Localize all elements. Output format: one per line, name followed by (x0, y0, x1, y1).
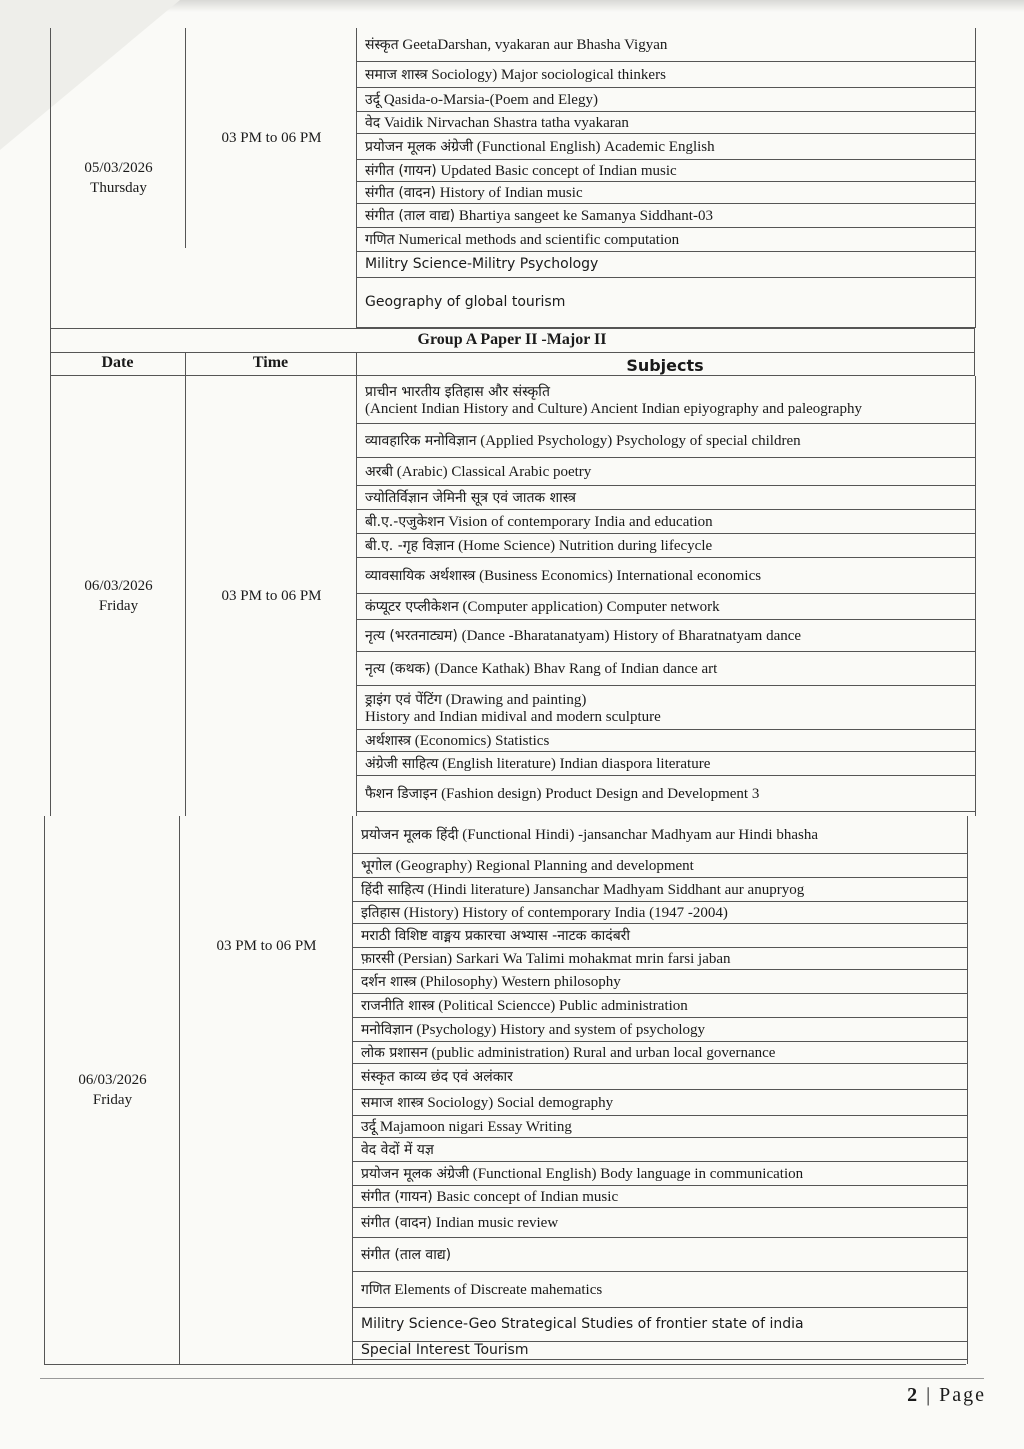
subject-hindi: संगीत (गायन) (361, 1189, 433, 1205)
subject-line (365, 137, 975, 156)
block3-subjects (352, 816, 968, 1364)
subject-english: (Computer application) Computer network (458, 599, 720, 615)
subject-english: Sociology) Major sociological thinkers (427, 67, 666, 83)
header-subjects: Subjects (626, 356, 704, 375)
block2-subjects (356, 376, 976, 816)
subject-hindi: उर्दू (365, 92, 381, 108)
subject-english: (Functional English) Body language in communication (469, 1166, 804, 1182)
subject-row (357, 534, 975, 558)
subject-row (353, 1272, 967, 1308)
subject-line (365, 206, 975, 225)
footer-rule (40, 1378, 984, 1379)
subject-row (353, 1162, 967, 1186)
subject-english: Geography of global tourism (365, 294, 566, 310)
subject-line (365, 35, 975, 54)
subject-row (353, 1186, 967, 1208)
subject-row (353, 970, 967, 994)
subject-hindi: समाज शास्त्र (361, 1095, 424, 1111)
block2-day: Friday (98, 598, 139, 614)
subject-row (357, 278, 975, 328)
subject-line (361, 996, 967, 1015)
subject-row (357, 620, 975, 652)
subject-line (361, 972, 967, 991)
subject-line (361, 1187, 967, 1206)
subject-row (353, 816, 967, 854)
block3-time-right (179, 816, 180, 1364)
subject-hindi: कंप्यूटर एप्लीकेशन (365, 599, 459, 615)
subject-line (365, 294, 975, 311)
subject-line (361, 1020, 967, 1039)
subject-hindi: संस्कृत (365, 37, 399, 53)
subject-row (353, 1308, 967, 1342)
subject-row (353, 1208, 967, 1238)
subject-english: (Geography) Regional Planning and development (391, 858, 694, 874)
subject-line (365, 536, 975, 555)
subject-english: (History) History of contemporary India (1947 -2004) (400, 905, 728, 921)
subject-row (357, 730, 975, 752)
subject-hindi: फ़ारसी (361, 951, 395, 967)
block2-time-cell (185, 376, 357, 816)
subject-line (365, 256, 975, 273)
subject-hindi: प्राचीन भारतीय इतिहास और संस्कृति (365, 383, 550, 400)
subject-english: (Fashion design) Product Design and Development 3 (437, 786, 760, 802)
subject-row (353, 1116, 967, 1138)
block3-day: Friday (92, 1092, 133, 1108)
subject-line (365, 462, 975, 481)
subject-row (353, 924, 967, 948)
subject-english: Militry Science-Militry Psychology (365, 256, 599, 272)
subject-row (357, 424, 975, 458)
subject-hindi: मनोविज्ञान (361, 1022, 413, 1038)
subject-hindi: गणित (365, 232, 395, 248)
subject-row (357, 558, 975, 594)
subject-hindi: राजनीति शास्त्र (361, 998, 435, 1014)
subject-hindi: प्रयोजन मूलक अंग्रेजी (361, 1166, 469, 1182)
subject-hindi: अरबी (365, 464, 394, 480)
block1-day: Thursday (90, 180, 147, 196)
subject-row (353, 994, 967, 1018)
subject-line (365, 431, 975, 450)
subject-row (357, 510, 975, 534)
subject-hindi: व्यावसायिक अर्थशास्त्र (365, 568, 476, 584)
subject-english: Vaidik Nirvachan Shastra tatha vyakaran (380, 115, 629, 131)
subject-row (357, 776, 975, 812)
subject-line (361, 880, 967, 899)
subject-english: (Drawing and painting) (441, 691, 587, 708)
subject-english: Qasida-o-Marsia-(Poem and Elegy) (380, 92, 598, 108)
subject-english: Bhartiya sangeet ke Samanya Siddhant-03 (455, 208, 713, 224)
block1-date: 05/03/2026 (84, 160, 153, 176)
subject-english: Vision of contemporary India and education (444, 514, 713, 530)
group-title: Group A Paper II -Major II (417, 331, 607, 348)
subject-hindi: अंग्रेजी साहित्य (365, 756, 439, 772)
subject-line (361, 903, 967, 922)
subject-row (357, 228, 975, 252)
subject-hindi: संगीत (वादन) (365, 185, 436, 201)
subject-hindi: प्रयोजन मूलक हिंदी (361, 827, 459, 843)
block1-date-cell (50, 28, 186, 328)
subject-row (357, 376, 975, 424)
subject-line (365, 90, 975, 109)
subject-hindi: हिंदी साहित्य (361, 882, 424, 898)
subject-line (365, 183, 975, 202)
subject-hindi: मराठी विशिष्ट वाङ्मय प्रकारचा अभ्यास -नाटक कादंबरी (361, 928, 631, 944)
subject-line (365, 659, 975, 678)
subject-english: GeetaDarshan, vyakaran aur Bhasha Vigyan (398, 37, 668, 53)
subject-english: (Business Economics) International economics (475, 568, 762, 584)
subject-line (365, 731, 975, 750)
subject-english: History of Indian music (435, 185, 583, 201)
subject-english: Indian music review (431, 1215, 559, 1231)
subject-english: Numerical methods and scientific computation (394, 232, 680, 248)
page-number (907, 1384, 986, 1407)
subject-hindi: ज्योतिर्विज्ञान जेमिनी सूत्र एवं जातक शास्त्र (365, 490, 576, 506)
subject-english: (Dance Kathak) Bhav Rang of Indian dance art (430, 661, 718, 677)
subject-row (353, 854, 967, 878)
subject-row (357, 458, 975, 486)
subject-line (361, 1342, 967, 1359)
subject-row (357, 594, 975, 620)
subject-hindi: संगीत (ताल वाद्य) (361, 1247, 452, 1263)
subject-line (361, 1245, 967, 1264)
subject-line (365, 113, 975, 132)
header-right-border (974, 328, 975, 376)
subject-row (353, 1090, 967, 1116)
table-bottom-line (44, 1364, 966, 1365)
subject-english: (Applied Psychology) Psychology of special children (476, 433, 801, 449)
subject-line (361, 949, 967, 968)
block1-time: 03 PM to 06 PM (221, 130, 322, 146)
block1-time-cell (185, 28, 357, 248)
subject-line (365, 512, 975, 531)
page-label: | Page (926, 1384, 986, 1406)
subject-row (353, 1018, 967, 1042)
subject-english: (Psychology) History and system of psychology (412, 1022, 706, 1038)
subject-hindi: ड्राइंग एवं पेंटिंग (365, 691, 442, 708)
subject-line (365, 488, 975, 507)
block2-date: 06/03/2026 (84, 578, 153, 594)
subject-hindi: उर्दू (361, 1119, 377, 1135)
header-date: Date (101, 354, 134, 371)
subject-line (365, 597, 975, 616)
subject-hindi: प्रयोजन मूलक अंग्रेजी (365, 139, 473, 155)
subject-line (361, 1280, 967, 1299)
subject-line (361, 825, 967, 844)
group-top-line (50, 328, 974, 329)
subject-hindi: संगीत (गायन) (365, 163, 437, 179)
subject-english: (Ancient Indian History and Culture) Ancient Indian epiyography and paleography (365, 400, 862, 417)
subject-row (353, 1042, 967, 1064)
page-number-value: 2 (907, 1384, 920, 1406)
subject-row (357, 134, 975, 160)
subject-row (357, 752, 975, 776)
subject-english: (Hindi literature) Jansanchar Madhyam Siddhant aur anupryog (423, 882, 805, 898)
subject-line (361, 1164, 967, 1183)
subject-hindi: व्यावहारिक मनोविज्ञान (365, 433, 477, 449)
subject-line (365, 230, 975, 249)
subject-line (361, 1140, 967, 1159)
subject-row (357, 182, 975, 204)
subject-hindi: भूगोल (361, 858, 392, 874)
subject-english: (Persian) Sarkari Wa Talimi mohakmat mrin farsi jaban (394, 951, 731, 967)
subject-row (357, 252, 975, 278)
subject-line (361, 1117, 967, 1136)
subject-english: (Arabic) Classical Arabic poetry (393, 464, 592, 480)
block3-time-cell (179, 816, 353, 1076)
subject-hindi: बी.ए.-एजुकेशन (365, 514, 445, 530)
header-top-line (50, 352, 974, 353)
subject-line (365, 626, 975, 645)
subject-hindi: इतिहास (361, 905, 401, 921)
subject-line (361, 1316, 967, 1333)
block3-date-cell (44, 816, 180, 1364)
subject-hindi: दर्शन शास्त्र (361, 974, 417, 990)
block2-time: 03 PM to 06 PM (221, 588, 322, 604)
subject-row (353, 1342, 967, 1360)
subject-line (365, 161, 975, 180)
subject-english: (Functional Hindi) -jansanchar Madhyam aur Hindi bhasha (458, 827, 819, 843)
subject-hindi: संगीत (ताल वाद्य) (365, 208, 456, 224)
subject-row (353, 878, 967, 902)
subject-line (361, 1067, 967, 1086)
subject-hindi: अर्थशास्त्र (365, 733, 411, 749)
subject-row (357, 204, 975, 228)
subject-english: (English literature) Indian diaspora literature (438, 756, 711, 772)
subject-row (357, 62, 975, 88)
subject-line (361, 1093, 967, 1112)
subject-line (361, 926, 967, 945)
subject-line (365, 690, 975, 709)
subject-row (357, 112, 975, 134)
subject-english: Majamoon nigari Essay Writing (376, 1119, 572, 1135)
block3-time: 03 PM to 06 PM (216, 938, 317, 954)
header-time: Time (252, 354, 289, 371)
subject-hindi: बी.ए. -गृह विज्ञान (365, 538, 455, 554)
subject-line (365, 382, 975, 401)
subject-row (357, 160, 975, 182)
subject-row (353, 902, 967, 924)
subject-english: (Home Science) Nutrition during lifecycle (454, 538, 713, 554)
subject-hindi: समाज शास्त्र (365, 67, 428, 83)
subject-hindi: संगीत (वादन) (361, 1215, 432, 1231)
block3-date: 06/03/2026 (78, 1072, 147, 1088)
subject-english: Basic concept of Indian music (432, 1189, 619, 1205)
subject-line (365, 784, 975, 803)
subject-english: Special Interest Tourism (361, 1342, 529, 1358)
subject-english: Elements of Discreate mahematics (390, 1282, 603, 1298)
subject-english: Sociology) Social demography (423, 1095, 614, 1111)
subject-row (353, 948, 967, 970)
subject-row (353, 1064, 967, 1090)
subject-hindi: फैशन डिजाइन (365, 786, 438, 802)
subject-row (357, 652, 975, 686)
subject-hindi: वेद वेदों में यज्ञ (361, 1142, 434, 1158)
subject-hindi: गणित (361, 1282, 391, 1298)
subject-hindi: वेद (365, 115, 381, 131)
subject-line (365, 566, 975, 585)
subject-row (357, 686, 975, 730)
subject-hindi: संस्कृत काव्य छंद एवं अलंकार (361, 1069, 513, 1085)
subject-line (365, 65, 975, 84)
subject-row (357, 486, 975, 510)
subject-row (357, 28, 975, 62)
subject-english: Militry Science-Geo Strategical Studies of frontier state of india (361, 1316, 804, 1332)
subject-english: (Dance -Bharatanatyam) History of Bharatnatyam dance (457, 628, 802, 644)
block1-subjects (356, 28, 976, 328)
subject-english: (public administration) Rural and urban local governance (427, 1045, 776, 1061)
subject-hindi: नृत्य (भरतनाट्यम) (365, 628, 458, 644)
subject-english: (Political Sciencce) Public administration (434, 998, 688, 1014)
subject-line (361, 856, 967, 875)
subject-english: (Economics) Statistics (410, 733, 550, 749)
subject-english: (Functional English) Academic English (473, 139, 715, 155)
block2-date-cell (50, 376, 186, 816)
subject-line (365, 754, 975, 773)
subject-line (361, 1213, 967, 1232)
subject-line (361, 1043, 967, 1062)
subject-english: Updated Basic concept of Indian music (436, 163, 677, 179)
subject-row (357, 88, 975, 112)
subject-hindi: लोक प्रशासन (361, 1045, 428, 1061)
subject-row (353, 1138, 967, 1162)
subject-hindi: नृत्य (कथक) (365, 661, 431, 677)
subject-english-line2: History and Indian midival and modern sculpture (365, 708, 661, 725)
subject-row (353, 1238, 967, 1272)
subject-english: (Philosophy) Western philosophy (416, 974, 621, 990)
